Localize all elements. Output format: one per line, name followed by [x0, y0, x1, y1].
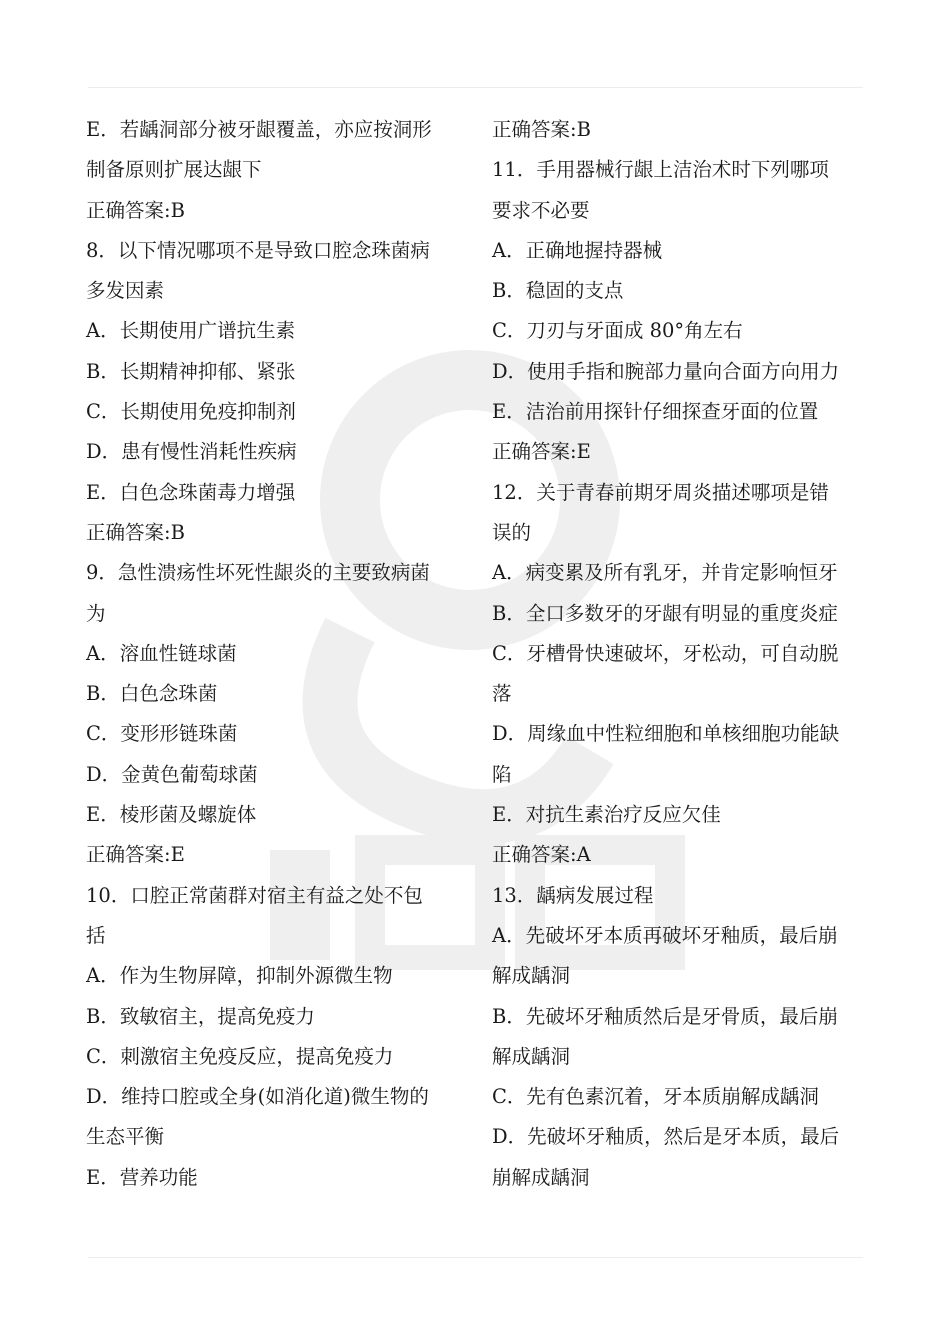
footer-rule	[88, 1257, 863, 1258]
left-column-text-line: 为	[86, 601, 106, 625]
right-column-text-line: D．先破坏牙釉质，然后是牙本质，最后	[492, 1125, 840, 1149]
left-column-text-line: 8．以下情况哪项不是导致口腔念珠菌病	[86, 238, 430, 262]
left-column-text-line: 10．口腔正常菌群对宿主有益之处不包	[86, 883, 423, 907]
right-column-text-line: 陷	[492, 762, 512, 786]
right-column-text-line: 要求不必要	[492, 198, 590, 222]
right-column-text-line: 误的	[492, 520, 532, 544]
left-column-text-line: 9．急性溃疡性坏死性龈炎的主要致病菌	[86, 561, 430, 585]
right-column-text-line: 13．龋病发展过程	[492, 883, 654, 907]
right-column-text-line: D．使用手指和腕部力量向合面方向用力	[492, 359, 840, 383]
left-column-text-line: 制备原则扩展达龈下	[86, 158, 262, 182]
left-column-text-line: E．棱形菌及螺旋体	[86, 803, 257, 827]
left-column-text-line: E．营养功能	[86, 1165, 198, 1189]
left-column-text-line: A．作为生物屏障，抑制外源微生物	[86, 964, 393, 988]
right-column-text-line: C．牙槽骨快速破坏，牙松动，可自动脱	[492, 641, 839, 665]
left-column-text-line: B．白色念珠菌	[86, 682, 218, 706]
right-column-text-line: E．对抗生素治疗反应欠佳	[492, 803, 721, 827]
left-column-text-line: E．白色念珠菌毒力增强	[86, 480, 296, 504]
left-column-text-line: C．长期使用免疫抑制剂	[86, 400, 296, 424]
left-column-text-line: C．刺激宿主免疫反应，提高免疫力	[86, 1044, 394, 1068]
right-column-text-line: 12．关于青春前期牙周炎描述哪项是错	[492, 480, 829, 504]
right-column-text-line: B．全口多数牙的牙龈有明显的重度炎症	[492, 601, 838, 625]
right-column-text-line: E．洁治前用探针仔细探查牙面的位置	[492, 400, 819, 424]
left-column-text-line: D．维持口腔或全身(如消化道)微生物的	[86, 1085, 429, 1109]
right-column-text-line: 解成龋洞	[492, 964, 571, 988]
right-column-text-line: D．周缘血中性粒细胞和单核细胞功能缺	[492, 722, 840, 746]
left-column-text-line: C．变形形链珠菌	[86, 722, 238, 746]
right-column-text-line: B．稳固的支点	[492, 279, 624, 303]
left-column-text-line: 正确答案:E	[86, 843, 185, 867]
right-column-text-line: 11．手用器械行龈上洁治术时下列哪项	[492, 158, 829, 182]
right-column-text-line: C．先有色素沉着，牙本质崩解成龋洞	[492, 1085, 819, 1109]
left-column-text-line: B．致敏宿主，提高免疫力	[86, 1004, 315, 1028]
left-column-text-line: 生态平衡	[86, 1125, 165, 1149]
right-column-text-line: A．正确地握持器械	[492, 238, 663, 262]
right-column-text-line: 正确答案:E	[492, 440, 591, 464]
header-rule	[88, 87, 863, 88]
left-column-text-line: 正确答案:B	[86, 520, 185, 544]
left-column-text-line: 多发因素	[86, 279, 165, 303]
right-column-text-line: 正确答案:A	[492, 843, 591, 867]
left-column-text-line: A．溶血性链球菌	[86, 641, 237, 665]
right-column-text-line: 落	[492, 682, 512, 706]
right-column-text-line: 正确答案:B	[492, 118, 591, 141]
right-column-text-line: A．病变累及所有乳牙，并肯定影响恒牙	[492, 561, 838, 585]
right-column-text-line: 崩解成龋洞	[492, 1165, 590, 1189]
right-column-text-line: 解成龋洞	[492, 1044, 571, 1068]
left-column-text-line: D．金黄色葡萄球菌	[86, 762, 258, 786]
left-column-text-line: 括	[86, 923, 106, 947]
left-column-text-line: D．患有慢性消耗性疾病	[86, 440, 297, 464]
right-column-text-line: A．先破坏牙本质再破坏牙釉质，最后崩	[492, 923, 838, 947]
right-column-text-line: B．先破坏牙釉质然后是牙骨质，最后崩	[492, 1004, 838, 1028]
right-column-text-line: C．刀刃与牙面成 80°角左右	[492, 319, 743, 343]
left-column-text-line: 正确答案:B	[86, 198, 185, 222]
left-column-text-line: B．长期精神抑郁、紧张	[86, 359, 296, 383]
left-column	[86, 110, 466, 1198]
left-column-text-line: A．长期使用广谱抗生素	[86, 319, 296, 343]
left-column-text-line: E．若龋洞部分被牙龈覆盖，亦应按洞形	[86, 118, 432, 141]
right-column	[492, 110, 872, 1198]
